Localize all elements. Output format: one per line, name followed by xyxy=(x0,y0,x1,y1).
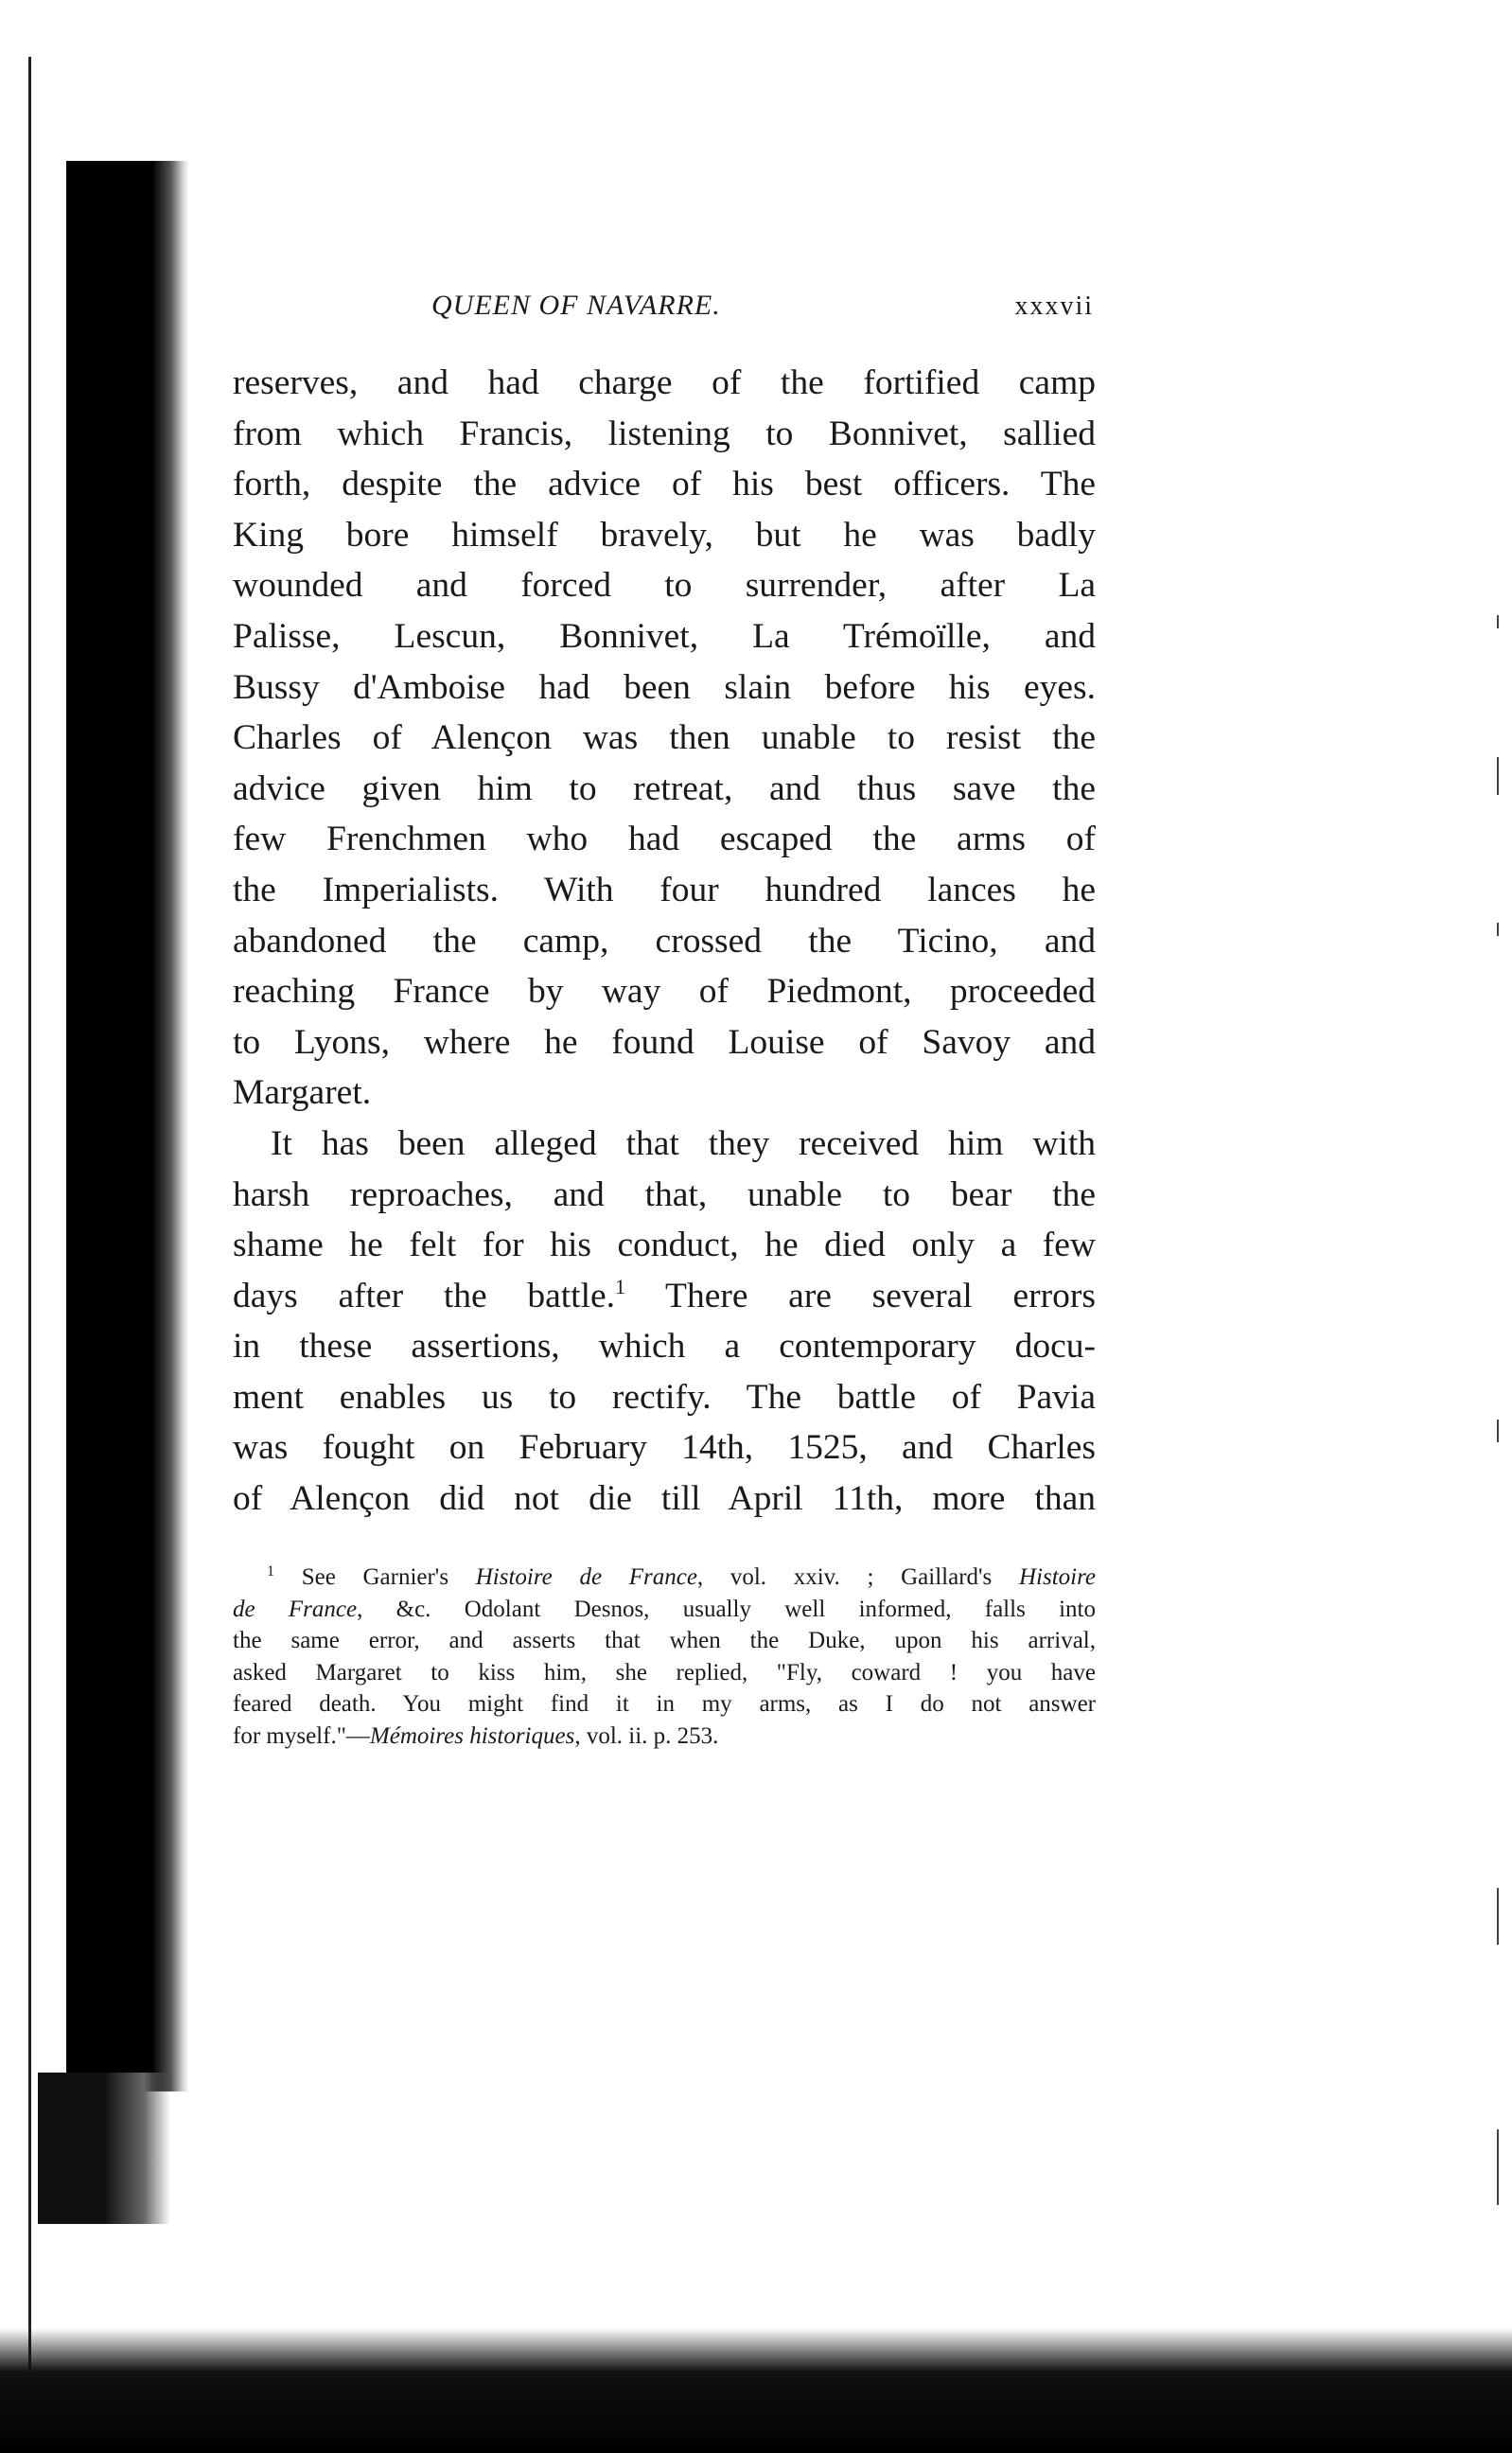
page-number: xxxvii xyxy=(1014,291,1094,321)
text-line: shame he felt for his conduct, he died only a few xyxy=(233,1226,1096,1265)
text-line: It has been alleged that they received him with xyxy=(271,1123,1096,1163)
text-line: abandoned the camp, crossed the Ticino, and xyxy=(233,921,1096,961)
footnote-line xyxy=(233,1562,1096,1594)
footnote-line: the same error, and asserts that when the Duke, upon his arrival, xyxy=(233,1628,1096,1653)
text-line: of Alençon did not die till April 11th, more than xyxy=(233,1479,1096,1519)
text-line: ment enables us to rectify. The battle of Pavia xyxy=(233,1377,1096,1417)
text-line: in these assertions, which a contemporary docu- xyxy=(233,1327,1096,1367)
text-line: Palisse, Lescun, Bonnivet, La Trémoïlle, and xyxy=(233,616,1096,656)
footnote-marker: 1 xyxy=(267,1563,274,1579)
paragraph xyxy=(233,1119,1096,1525)
text-line: wounded and forced to surrender, after La xyxy=(233,566,1096,606)
body-text xyxy=(233,358,1096,1525)
scan-speck xyxy=(1497,1888,1499,1945)
text-line: Margaret. xyxy=(233,1073,372,1113)
text-line: harsh reproaches, and that, unable to bear the xyxy=(233,1174,1096,1214)
text-line: reserves, and had charge of the fortified camp xyxy=(233,363,1096,402)
text-line: the Imperialists. With four hundred lances he xyxy=(233,870,1096,909)
footnote-line: asked Margaret to kiss him, she replied, "Fly, coward ! you have xyxy=(233,1659,1096,1685)
text-line: advice given him to retreat, and thus save the xyxy=(233,768,1096,808)
scan-speck xyxy=(1497,615,1499,628)
scan-speck xyxy=(1497,757,1499,795)
scan-speck xyxy=(1497,2129,1499,2205)
footnote xyxy=(233,1562,1096,1752)
footnote-text: , vol. xxiv. ; Gaillard's xyxy=(696,1564,1019,1590)
scan-speck xyxy=(1497,1420,1499,1442)
text-line: from which Francis, listening to Bonnivet, sallied xyxy=(233,414,1096,453)
footnote-reference[interactable]: 1 xyxy=(615,1274,626,1298)
text-line: few Frenchmen who had escaped the arms of xyxy=(233,820,1096,859)
scan-gutter-line xyxy=(28,57,31,2385)
footnote-italic-title: Mémoires historiques xyxy=(369,1722,575,1749)
footnote-text: See Garnier's xyxy=(301,1564,476,1590)
footnote-text: for myself."— xyxy=(233,1722,370,1749)
text-line: was fought on February 14th, 1525, and Charles xyxy=(233,1428,1096,1468)
scan-gutter-shadow xyxy=(66,161,189,2091)
footnote-italic-title: de France xyxy=(233,1596,358,1622)
running-head-title: QUEEN OF NAVARRE. xyxy=(431,290,721,321)
text-line: Bussy d'Amboise had been slain before his eyes. xyxy=(233,667,1096,707)
text-segment: There are several errors xyxy=(625,1276,1096,1315)
footnote-line: feared death. You might find it in my arms, as I do not answer xyxy=(233,1691,1096,1717)
text-line: to Lyons, where he found Louise of Savoy and xyxy=(233,1022,1096,1062)
running-head xyxy=(233,284,1094,331)
footnote-italic-title: Histoire xyxy=(1018,1564,1096,1590)
scan-speck xyxy=(1497,923,1499,936)
footnote-text: , &c. Odolant Desnos, usually well informed, falls into xyxy=(357,1596,1096,1622)
text-line xyxy=(233,1271,1096,1322)
text-segment: days after the battle. xyxy=(233,1276,616,1315)
paragraph xyxy=(233,358,1096,1119)
text-line: reaching France by way of Piedmont, proceeded xyxy=(233,972,1096,1012)
scan-gutter-shadow-lower xyxy=(38,2073,170,2224)
scan-bottom-shadow xyxy=(0,2328,1512,2453)
footnote-italic-title: Histoire de France xyxy=(475,1564,697,1590)
text-line: Charles of Alençon was then unable to resist the xyxy=(233,718,1096,758)
text-line: forth, despite the advice of his best officers. The xyxy=(233,465,1096,504)
footnotes xyxy=(233,1562,1096,1752)
footnote-line xyxy=(233,1594,1096,1626)
footnote-text: , vol. ii. p. 253. xyxy=(574,1722,719,1749)
text-line: King bore himself bravely, but he was badly xyxy=(233,515,1096,555)
footnote-line xyxy=(233,1721,1096,1753)
